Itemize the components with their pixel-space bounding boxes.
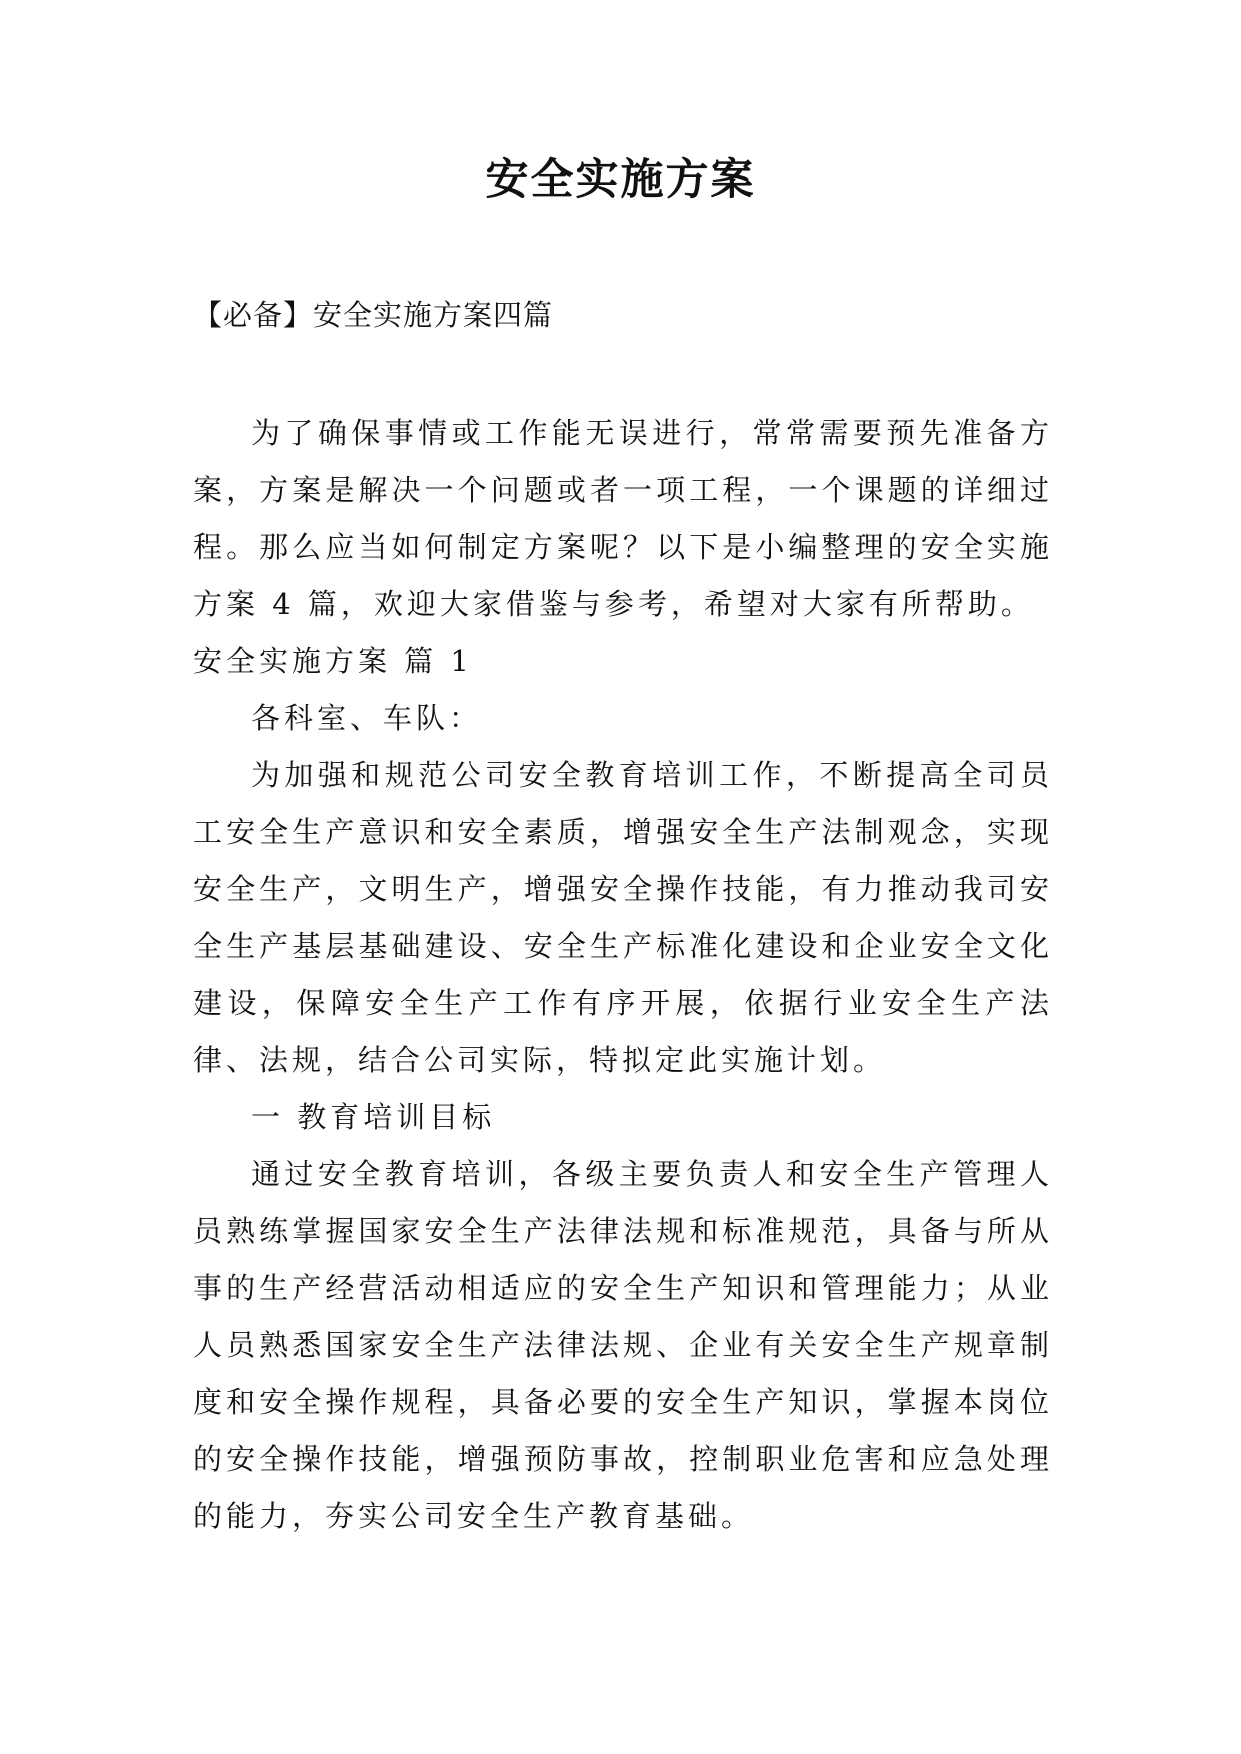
document-title: 安全实施方案 xyxy=(485,155,756,205)
body-paragraph: 通过安全教育培训，各级主要负责人和安全生产管理人员熟练掌握国家安全生产法律法规和标准规范，具备与所从事的生产经营活动相适应的安全生产知识和管理能力；从业人员熟悉国家安全生产法律法规、企业有关安全生产规章制度和安全操作规程，具备必要的安全生产知识，掌握本岗位的安全操作技能，增强预防事故，控制职业危害和应急处理的能力，夯实公司安全生产教育基础。 xyxy=(193,1157,1053,1533)
document-subtitle: 【必备】安全实施方案四篇 xyxy=(193,298,554,332)
document-body xyxy=(193,405,1053,1545)
body-paragraph: 为加强和规范公司安全教育培训工作，不断提高全司员工安全生产意识和安全素质，增强安全生产法制观念，实现安全生产，文明生产，增强安全操作技能，有力推动我司安全生产基层基础建设、安全生产标准化建设和企业安全文化建设，保障安全生产工作有序开展，依据行业安全生产法律、法规，结合公司实际，特拟定此实施计划。 xyxy=(193,758,1053,1077)
salutation: 各科室、车队： xyxy=(251,701,483,735)
subsection-heading: 一 教育培训目标 xyxy=(251,1100,496,1134)
intro-paragraph: 为了确保事情或工作能无误进行，常常需要预先准备方案，方案是解决一个问题或者一项工程，一个课题的详细过程。那么应当如何制定方案呢？以下是小编整理的安全实施方案 4 篇，欢迎大家借鉴与参考，希望对大家有所帮助。 xyxy=(193,416,1053,621)
section-heading: 安全实施方案 篇 1 xyxy=(193,644,473,678)
